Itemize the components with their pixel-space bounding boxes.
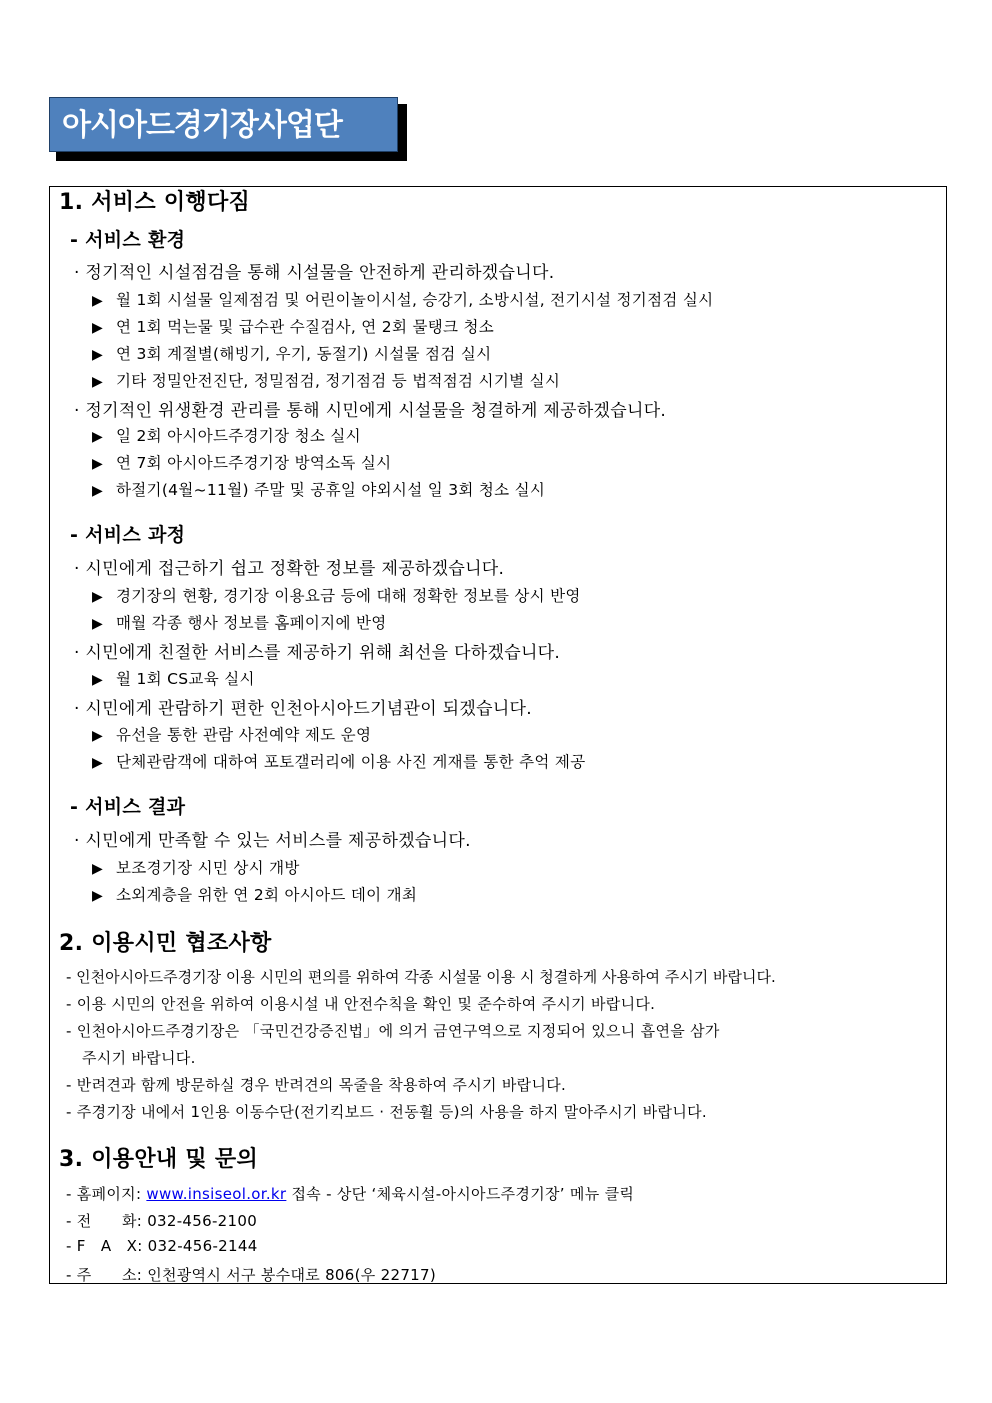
notice-item: - 이용 시민의 안전을 위하여 이용시설 내 안전수칙을 확인 및 준수하여 주시기 바랍니다. bbox=[66, 995, 656, 1013]
address-line: - 주 소: 인천광역시 서구 봉수대로 806(우 22717) bbox=[66, 1266, 436, 1284]
list-item: ▶ 연 3회 계절별(해빙기, 우기, 동절기) 시설물 점검 실시 bbox=[92, 345, 492, 363]
arrow-icon: ▶ bbox=[92, 429, 104, 445]
arrow-icon: ▶ bbox=[92, 616, 104, 632]
arrow-icon: ▶ bbox=[92, 293, 104, 309]
arrow-icon: ▶ bbox=[92, 728, 104, 744]
section-3-heading: 3. 이용안내 및 문의 bbox=[59, 1147, 259, 1172]
list-item: ▶ 단체관람객에 대하여 포토갤러리에 이용 사진 게재를 통한 추억 제공 bbox=[92, 753, 586, 771]
list-item: ▶ 월 1회 시설물 일제점검 및 어린이놀이시설, 승강기, 소방시설, 전기시설 정기점검 실시 bbox=[92, 291, 714, 309]
process-heading: - 서비스 과정 bbox=[70, 524, 186, 546]
arrow-icon: ▶ bbox=[92, 888, 104, 904]
section-1-heading: 1. 서비스 이행다짐 bbox=[59, 190, 251, 215]
list-item: ▶ 보조경기장 시민 상시 개방 bbox=[92, 859, 300, 877]
arrow-icon: ▶ bbox=[92, 672, 104, 688]
list-item: ▶ 기타 정밀안전진단, 정밀점검, 정기점검 등 법적점검 시기별 실시 bbox=[92, 372, 561, 390]
arrow-icon: ▶ bbox=[92, 347, 104, 363]
arrow-icon: ▶ bbox=[92, 456, 104, 472]
arrow-icon: ▶ bbox=[92, 374, 104, 390]
list-item: ▶ 연 1회 먹는물 및 급수관 수질검사, 연 2회 물탱크 청소 bbox=[92, 318, 495, 336]
arrow-icon: ▶ bbox=[92, 483, 104, 499]
list-item: ▶ 소외계층을 위한 연 2회 아시아드 데이 개최 bbox=[92, 886, 418, 904]
notice-item: - 인천아시아드주경기장 이용 시민의 편의를 위하여 각종 시설물 이용 시 청결하게 사용하여 주시기 바랍니다. bbox=[66, 968, 776, 986]
env-heading: - 서비스 환경 bbox=[70, 229, 186, 251]
section-2-heading: 2. 이용시민 협조사항 bbox=[59, 931, 272, 956]
list-item: ▶ 유선을 통한 관람 사전예약 제도 운영 bbox=[92, 726, 372, 744]
process-p1: · 시민에게 접근하기 쉽고 정확한 정보를 제공하겠습니다. bbox=[74, 559, 505, 579]
list-item: ▶ 연 7회 아시아드주경기장 방역소독 실시 bbox=[92, 454, 392, 472]
list-item: ▶ 월 1회 CS교육 실시 bbox=[92, 670, 255, 688]
homepage-link[interactable]: www.insiseol.or.kr bbox=[146, 1185, 287, 1203]
notice-item: - 인천아시아드주경기장은 「국민건강증진법」에 의거 금연구역으로 지정되어 있으니 흡연을 삼가 bbox=[66, 1022, 720, 1040]
result-heading: - 서비스 결과 bbox=[70, 796, 186, 818]
result-p1: · 시민에게 만족할 수 있는 서비스를 제공하겠습니다. bbox=[74, 831, 471, 851]
phone-line: - 전 화: 032-456-2100 bbox=[66, 1212, 258, 1230]
notice-item-continuation: 주시기 바랍니다. bbox=[82, 1049, 196, 1067]
arrow-icon: ▶ bbox=[92, 755, 104, 771]
arrow-icon: ▶ bbox=[92, 320, 104, 336]
page-title: 아시아드경기장사업단 bbox=[49, 97, 398, 152]
notice-item: - 주경기장 내에서 1인용 이동수단(전기킥보드 · 전동휠 등)의 사용을 하지 말아주시기 바랍니다. bbox=[66, 1103, 707, 1121]
arrow-icon: ▶ bbox=[92, 589, 104, 605]
list-item: ▶ 일 2회 아시아드주경기장 청소 실시 bbox=[92, 427, 361, 445]
arrow-icon: ▶ bbox=[92, 861, 104, 877]
fax-line: - F A X: 032-456-2144 bbox=[66, 1237, 258, 1255]
env-p1: · 정기적인 시설점검을 통해 시설물을 안전하게 관리하겠습니다. bbox=[74, 263, 555, 283]
list-item: ▶ 경기장의 현황, 경기장 이용요금 등에 대해 정확한 정보를 상시 반영 bbox=[92, 587, 581, 605]
process-p3: · 시민에게 관람하기 편한 인천아시아드기념관이 되겠습니다. bbox=[74, 699, 532, 719]
list-item: ▶ 하절기(4월~11월) 주말 및 공휴일 야외시설 일 3회 청소 실시 bbox=[92, 481, 546, 499]
process-p2: · 시민에게 친절한 서비스를 제공하기 위해 최선을 다하겠습니다. bbox=[74, 643, 561, 663]
title-banner bbox=[49, 97, 398, 152]
notice-item: - 반려견과 함께 방문하실 경우 반려견의 목줄을 착용하여 주시기 바랍니다. bbox=[66, 1076, 567, 1094]
homepage-line: - 홈페이지: www.insiseol.or.kr 접속 - 상단 ‘체육시설-아시아드주경기장’ 메뉴 클릭 bbox=[66, 1185, 635, 1203]
env-p2: · 정기적인 위생환경 관리를 통해 시민에게 시설물을 청결하게 제공하겠습니다. bbox=[74, 401, 667, 421]
list-item: ▶ 매월 각종 행사 정보를 홈페이지에 반영 bbox=[92, 614, 387, 632]
